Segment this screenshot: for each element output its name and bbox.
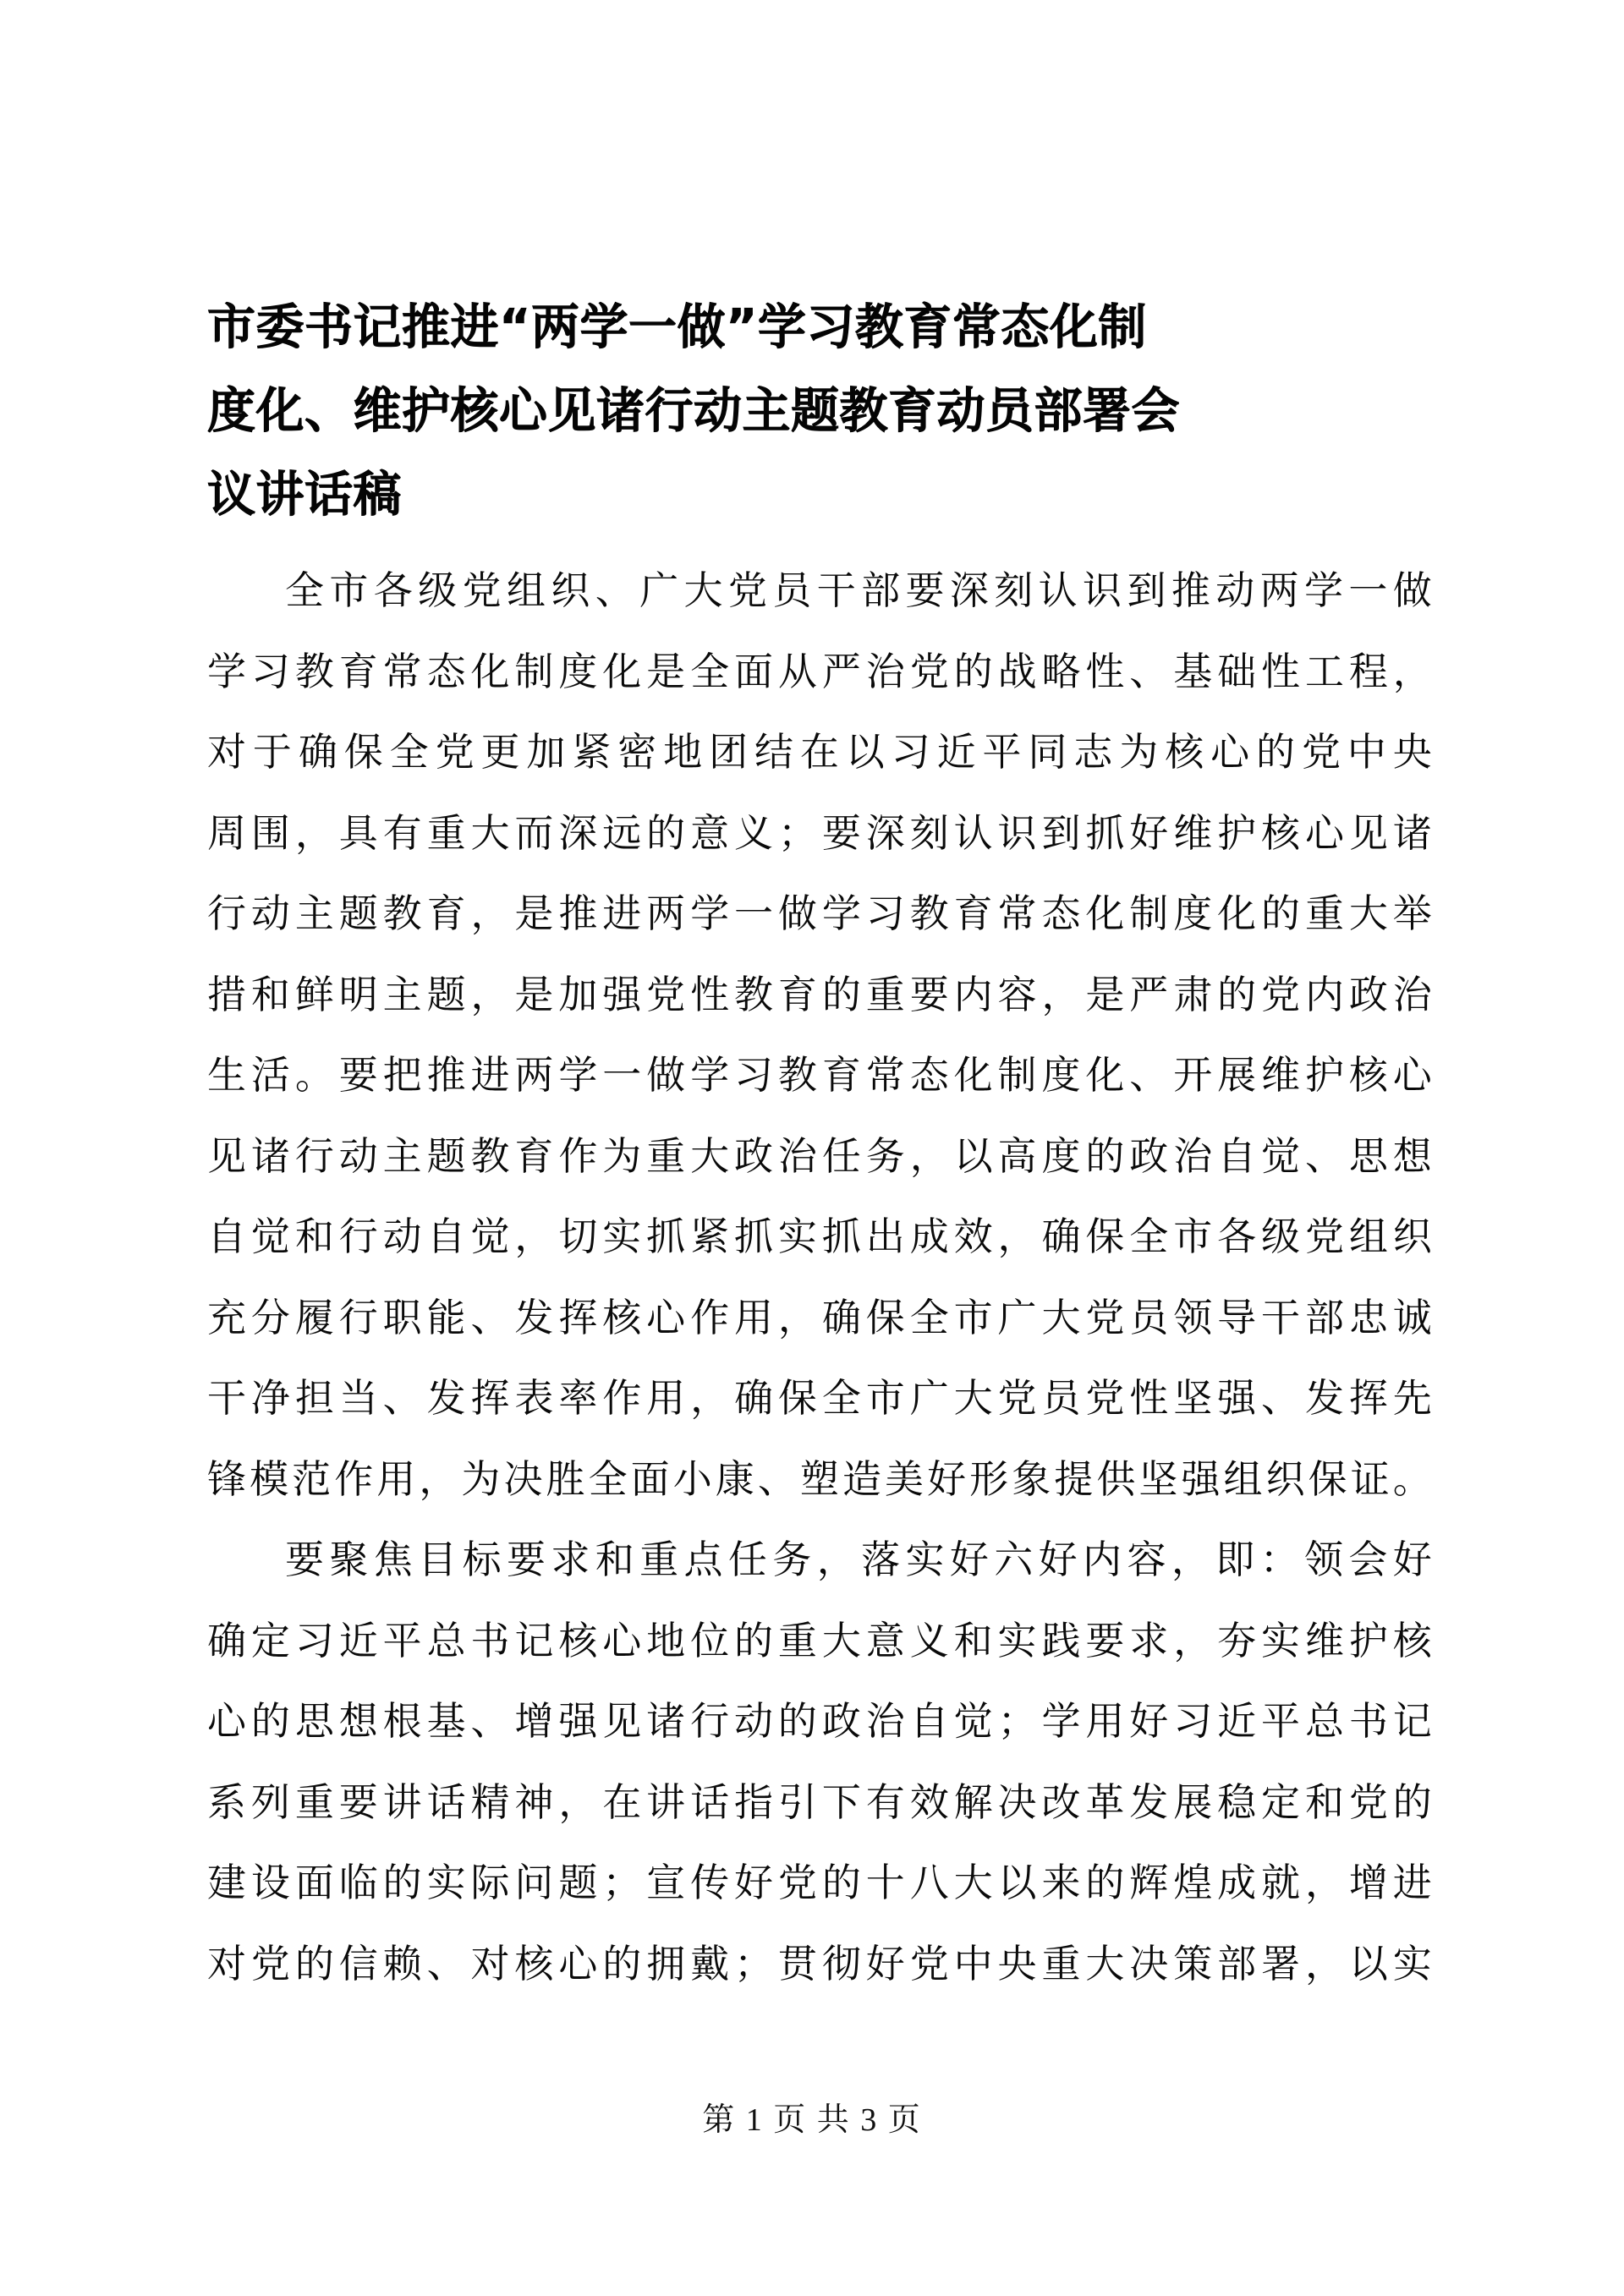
title-line-1: 市委书记推进“两学一做”学习教育常态化制 xyxy=(207,299,1147,355)
page-number-label: 第 1 页 共 3 页 xyxy=(702,2102,922,2138)
paragraph-1-line-1: 全市各级党组织、广大党员干部要深刻认识到推动两学一做 xyxy=(285,569,1432,612)
paragraph-2-line-3: 心的思想根基、增强见诸行动的政治自觉；学用好习近平总书记 xyxy=(207,1700,1432,1743)
paragraph-1-line-4: 周围，具有重大而深远的意义；要深刻认识到抓好维护核心见诸 xyxy=(207,811,1432,855)
paragraph-2-line-6: 对党的信赖、对核心的拥戴；贯彻好党中央重大决策部署，以实 xyxy=(207,1942,1432,1986)
paragraph-2 xyxy=(207,1520,1432,2004)
document-body xyxy=(207,286,1432,2004)
page-footer xyxy=(0,2099,1624,2141)
body-paragraphs xyxy=(207,551,1432,2004)
paragraph-1-line-7: 生活。要把推进两学一做学习教育常态化制度化、开展维护核心 xyxy=(207,1054,1432,1097)
paragraph-1-line-9: 自觉和行动自觉，切实抓紧抓实抓出成效，确保全市各级党组织 xyxy=(207,1215,1432,1258)
paragraph-2-line-5: 建设面临的实际问题；宣传好党的十八大以来的辉煌成就，增进 xyxy=(207,1861,1432,1904)
title-line-3: 议讲话稿 xyxy=(207,467,402,523)
paragraph-1-line-12: 锋模范作用，为决胜全面小康、塑造美好形象提供坚强组织保证。 xyxy=(207,1457,1432,1501)
paragraph-1-line-8: 见诸行动主题教育作为重大政治任务，以高度的政治自觉、思想 xyxy=(207,1134,1432,1178)
paragraph-1-line-5: 行动主题教育，是推进两学一做学习教育常态化制度化的重大举 xyxy=(207,892,1432,935)
paragraph-1 xyxy=(207,551,1432,1520)
page-title xyxy=(207,286,1432,537)
paragraph-2-line-4: 系列重要讲话精神，在讲话指引下有效解决改革发展稳定和党的 xyxy=(207,1780,1432,1824)
paragraph-1-line-3: 对于确保全党更加紧密地团结在以习近平同志为核心的党中央 xyxy=(207,731,1432,774)
paragraph-2-line-1: 要聚焦目标要求和重点任务，落实好六好内容，即：领会好 xyxy=(285,1538,1432,1581)
paragraph-2-line-2: 确定习近平总书记核心地位的重大意义和实践要求，夯实维护核 xyxy=(207,1619,1432,1663)
paragraph-1-line-2: 学习教育常态化制度化是全面从严治党的战略性、基础性工程， xyxy=(207,649,1432,693)
paragraph-1-line-6: 措和鲜明主题，是加强党性教育的重要内容，是严肃的党内政治 xyxy=(207,973,1432,1016)
title-line-2: 度化、维护核心见诸行动主题教育动员部署会 xyxy=(207,383,1180,439)
paragraph-1-line-11: 干净担当、发挥表率作用，确保全市广大党员党性坚强、发挥先 xyxy=(207,1377,1432,1420)
paragraph-1-line-10: 充分履行职能、发挥核心作用，确保全市广大党员领导干部忠诚 xyxy=(207,1296,1432,1340)
